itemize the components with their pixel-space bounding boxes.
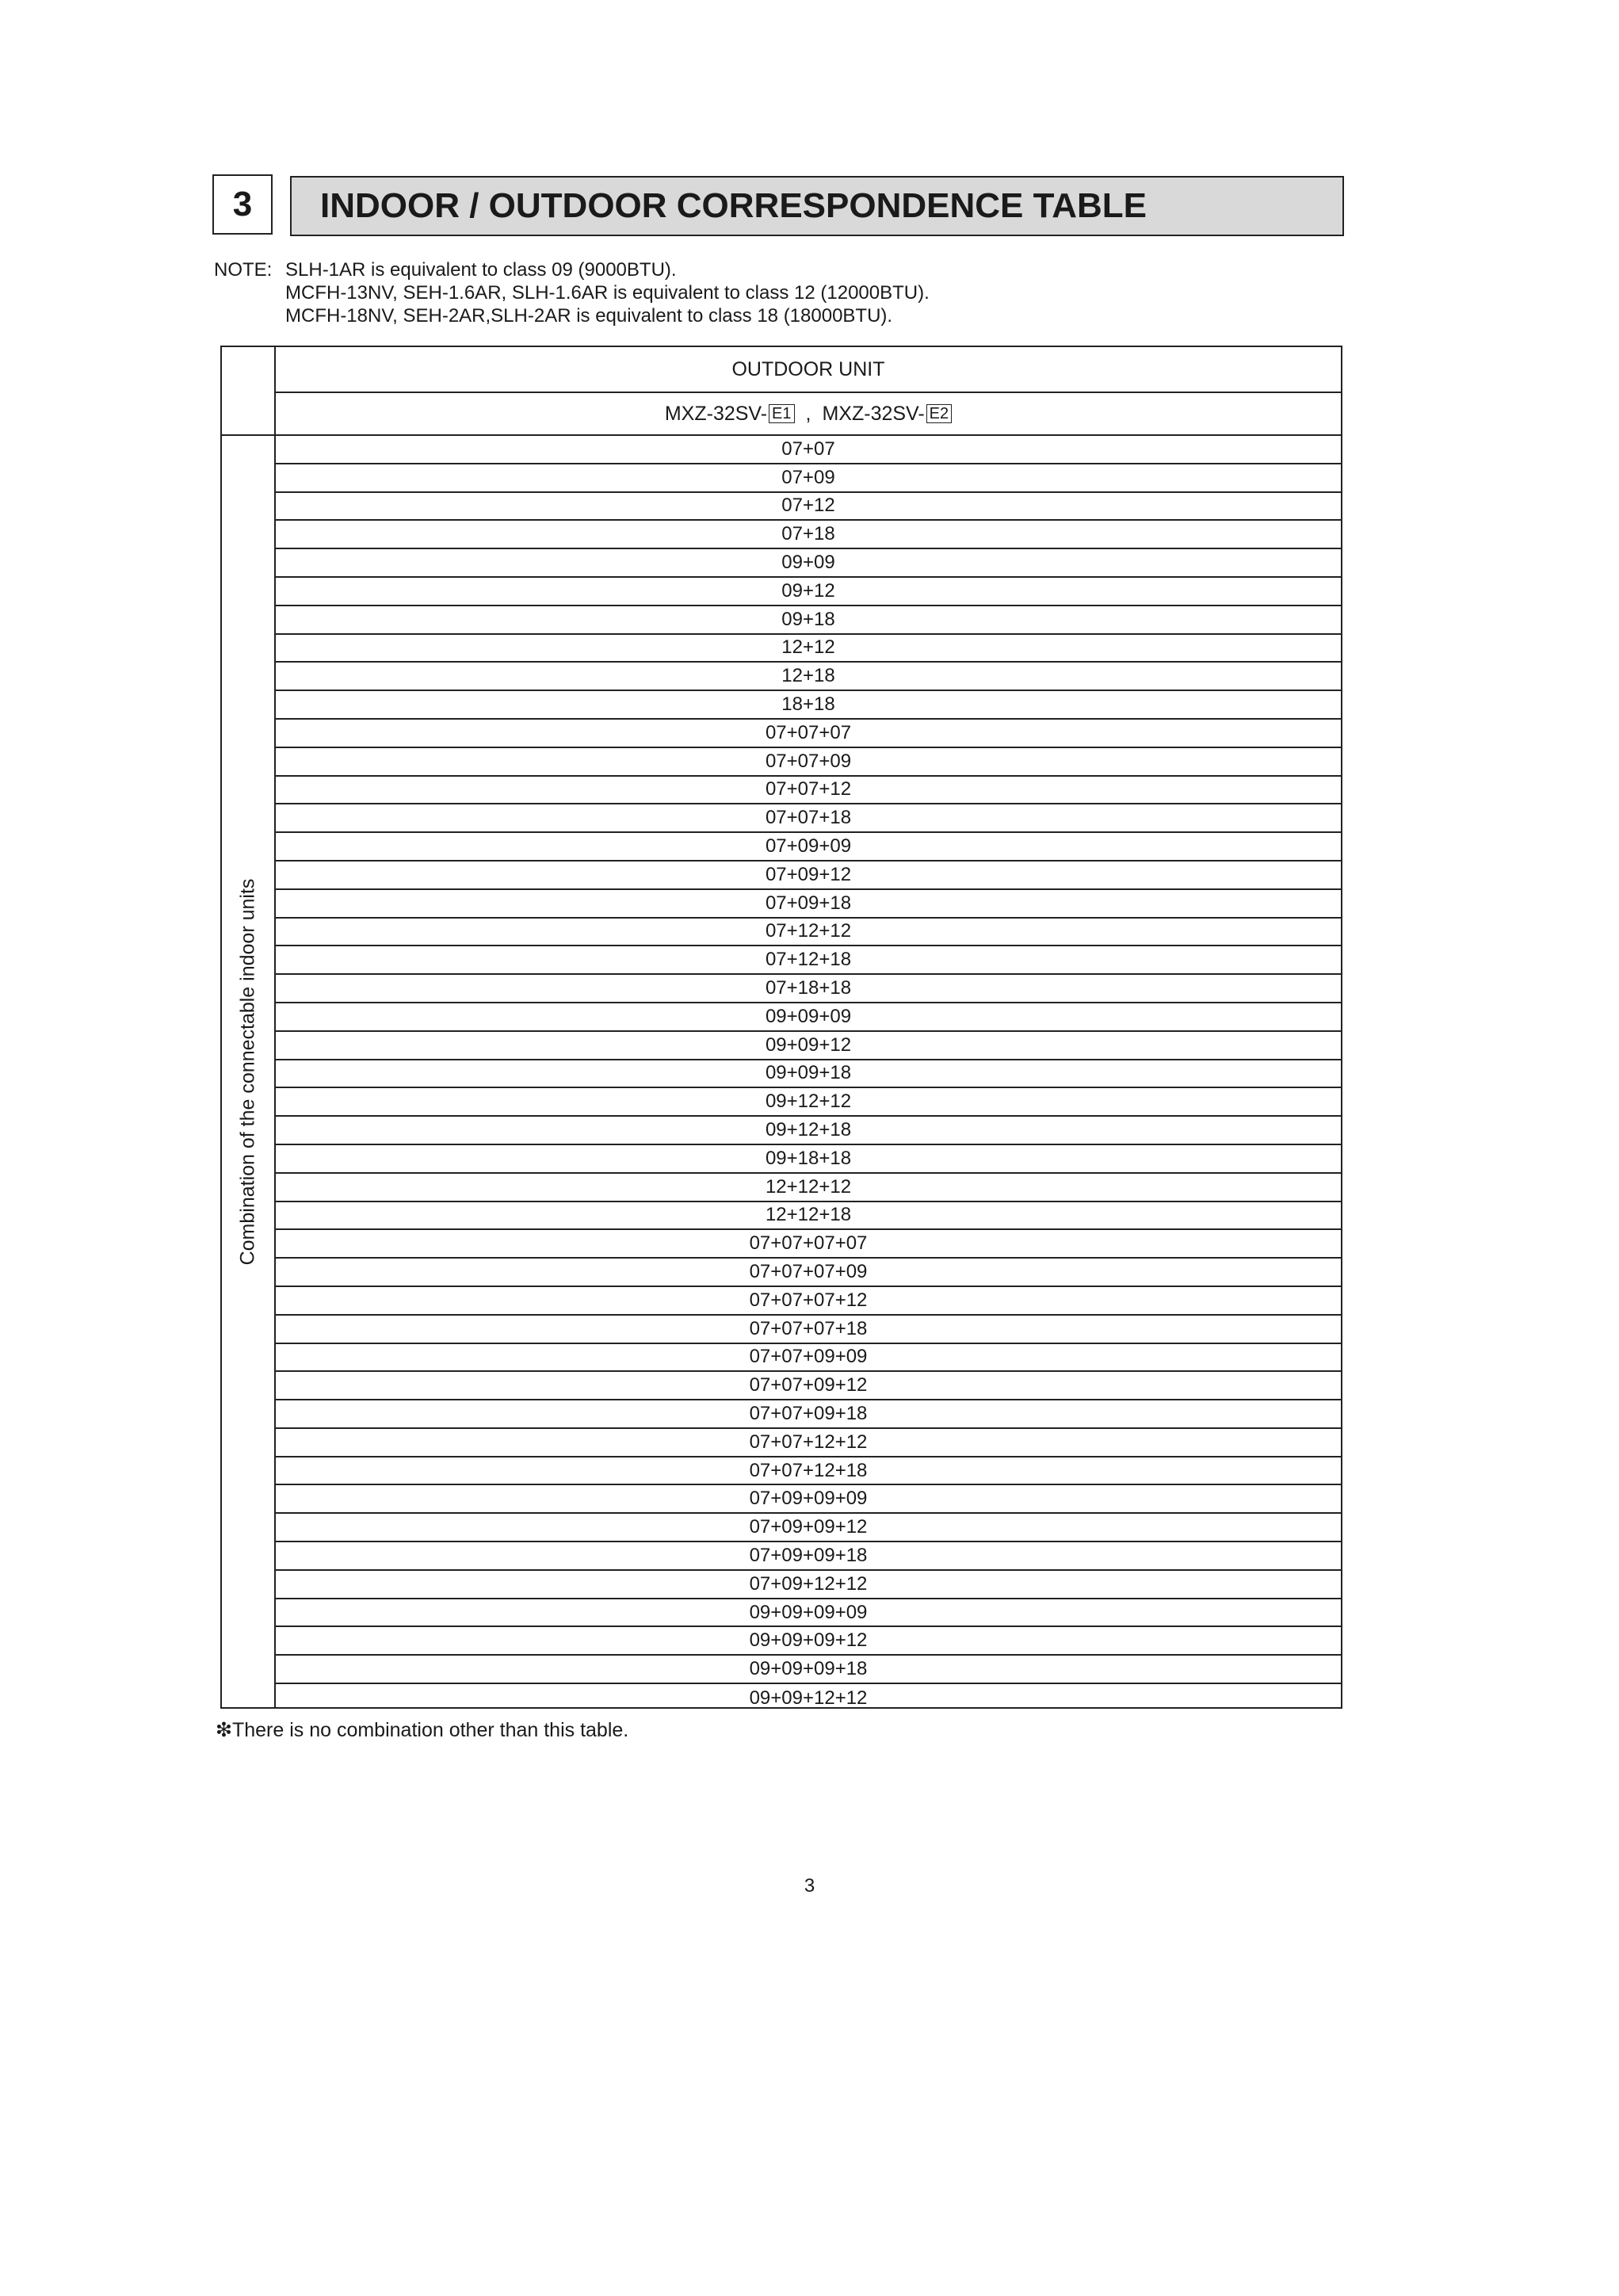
table-row: 07+09+09+18: [276, 1542, 1341, 1571]
table-row: 09+12+12: [276, 1088, 1341, 1117]
table-row: 07+09+12+12: [276, 1571, 1341, 1599]
table-row: 09+18+18: [276, 1145, 1341, 1174]
note-label: NOTE:: [214, 259, 273, 281]
table-row: 09+09+12+12: [749, 1687, 868, 1709]
table-row: 07+07+07+18: [276, 1316, 1341, 1344]
table-row: 07+12: [276, 493, 1341, 521]
model-2: MXZ-32SV-: [822, 402, 925, 425]
table-row: 07+07: [276, 436, 1341, 464]
page-number: 3: [804, 1875, 815, 1897]
table-row: 07+07+12+18: [276, 1457, 1341, 1486]
table-row: 07+18+18: [276, 975, 1341, 1003]
table-row: 12+18: [276, 663, 1341, 691]
model-2-box: E2: [926, 404, 952, 423]
table-row: 07+07+07+09: [276, 1259, 1341, 1287]
outdoor-models: [276, 393, 1341, 436]
table-row: 18+18: [276, 691, 1341, 720]
table-row: 07+07+12: [276, 777, 1341, 805]
table-row: 07+09+09+12: [276, 1514, 1341, 1542]
note-line: MCFH-13NV, SEH-1.6AR, SLH-1.6AR is equivalent to class 12 (12000BTU).: [285, 282, 930, 304]
table-row: 07+07+09: [276, 748, 1341, 777]
table-row: 07+12+12: [276, 919, 1341, 947]
note-line: SLH-1AR is equivalent to class 09 (9000BTU).: [285, 259, 677, 281]
table-row: 07+07+07: [276, 720, 1341, 748]
table-row: 07+09+09+09: [276, 1485, 1341, 1514]
table-row: 07+07+09+12: [276, 1372, 1341, 1400]
side-label-text: Combination of the connectable indoor units: [236, 878, 259, 1265]
table-row: 07+07+07+12: [276, 1287, 1341, 1316]
footnote: ❇There is no combination other than this table.: [216, 1719, 629, 1741]
table-row: 07+07+18: [276, 804, 1341, 833]
model-separator: ,: [805, 402, 811, 425]
table-row: 07+07+07+07: [276, 1230, 1341, 1259]
side-label: [222, 436, 274, 1707]
table-row: 09+12+18: [276, 1117, 1341, 1145]
table-row: 07+09+12: [276, 861, 1341, 890]
table-row: 09+09+09+09: [276, 1599, 1341, 1628]
section-number: 3: [212, 174, 273, 235]
table-row: 09+09: [276, 549, 1341, 578]
table-row: 09+12: [276, 578, 1341, 606]
table-row: 07+12+18: [276, 946, 1341, 975]
table-row: 07+07+09+18: [276, 1400, 1341, 1429]
table-row: 09+09+09+12: [276, 1627, 1341, 1656]
table-row: 12+12+18: [276, 1202, 1341, 1231]
model-1: MXZ-32SV-: [664, 402, 768, 425]
table-row: 12+12+12: [276, 1174, 1341, 1202]
model-1-box: E1: [769, 404, 794, 423]
table-row: 09+09+18: [276, 1060, 1341, 1089]
section-title: INDOOR / OUTDOOR CORRESPONDENCE TABLE: [290, 176, 1344, 236]
correspondence-table: [220, 346, 1342, 1709]
table-row: 12+12: [276, 635, 1341, 663]
table-row: 07+18: [276, 521, 1341, 549]
table-row: 07+07+12+12: [276, 1429, 1341, 1457]
table-row: 09+09+09+18: [276, 1656, 1341, 1684]
outdoor-unit-header: OUTDOOR UNIT: [276, 347, 1341, 393]
note-line: MCFH-18NV, SEH-2AR,SLH-2AR is equivalent to class 18 (18000BTU).: [285, 305, 893, 327]
table-row: 09+09+09: [276, 1003, 1341, 1032]
table-row: 09+09+12: [276, 1032, 1341, 1060]
table-row: 09+18: [276, 606, 1341, 635]
table-row: 07+07+09+09: [276, 1344, 1341, 1373]
table-row: 07+09+18: [276, 890, 1341, 919]
combination-rows: [276, 436, 1341, 1713]
table-row: 07+09: [276, 464, 1341, 493]
table-row: 07+09+09: [276, 833, 1341, 861]
